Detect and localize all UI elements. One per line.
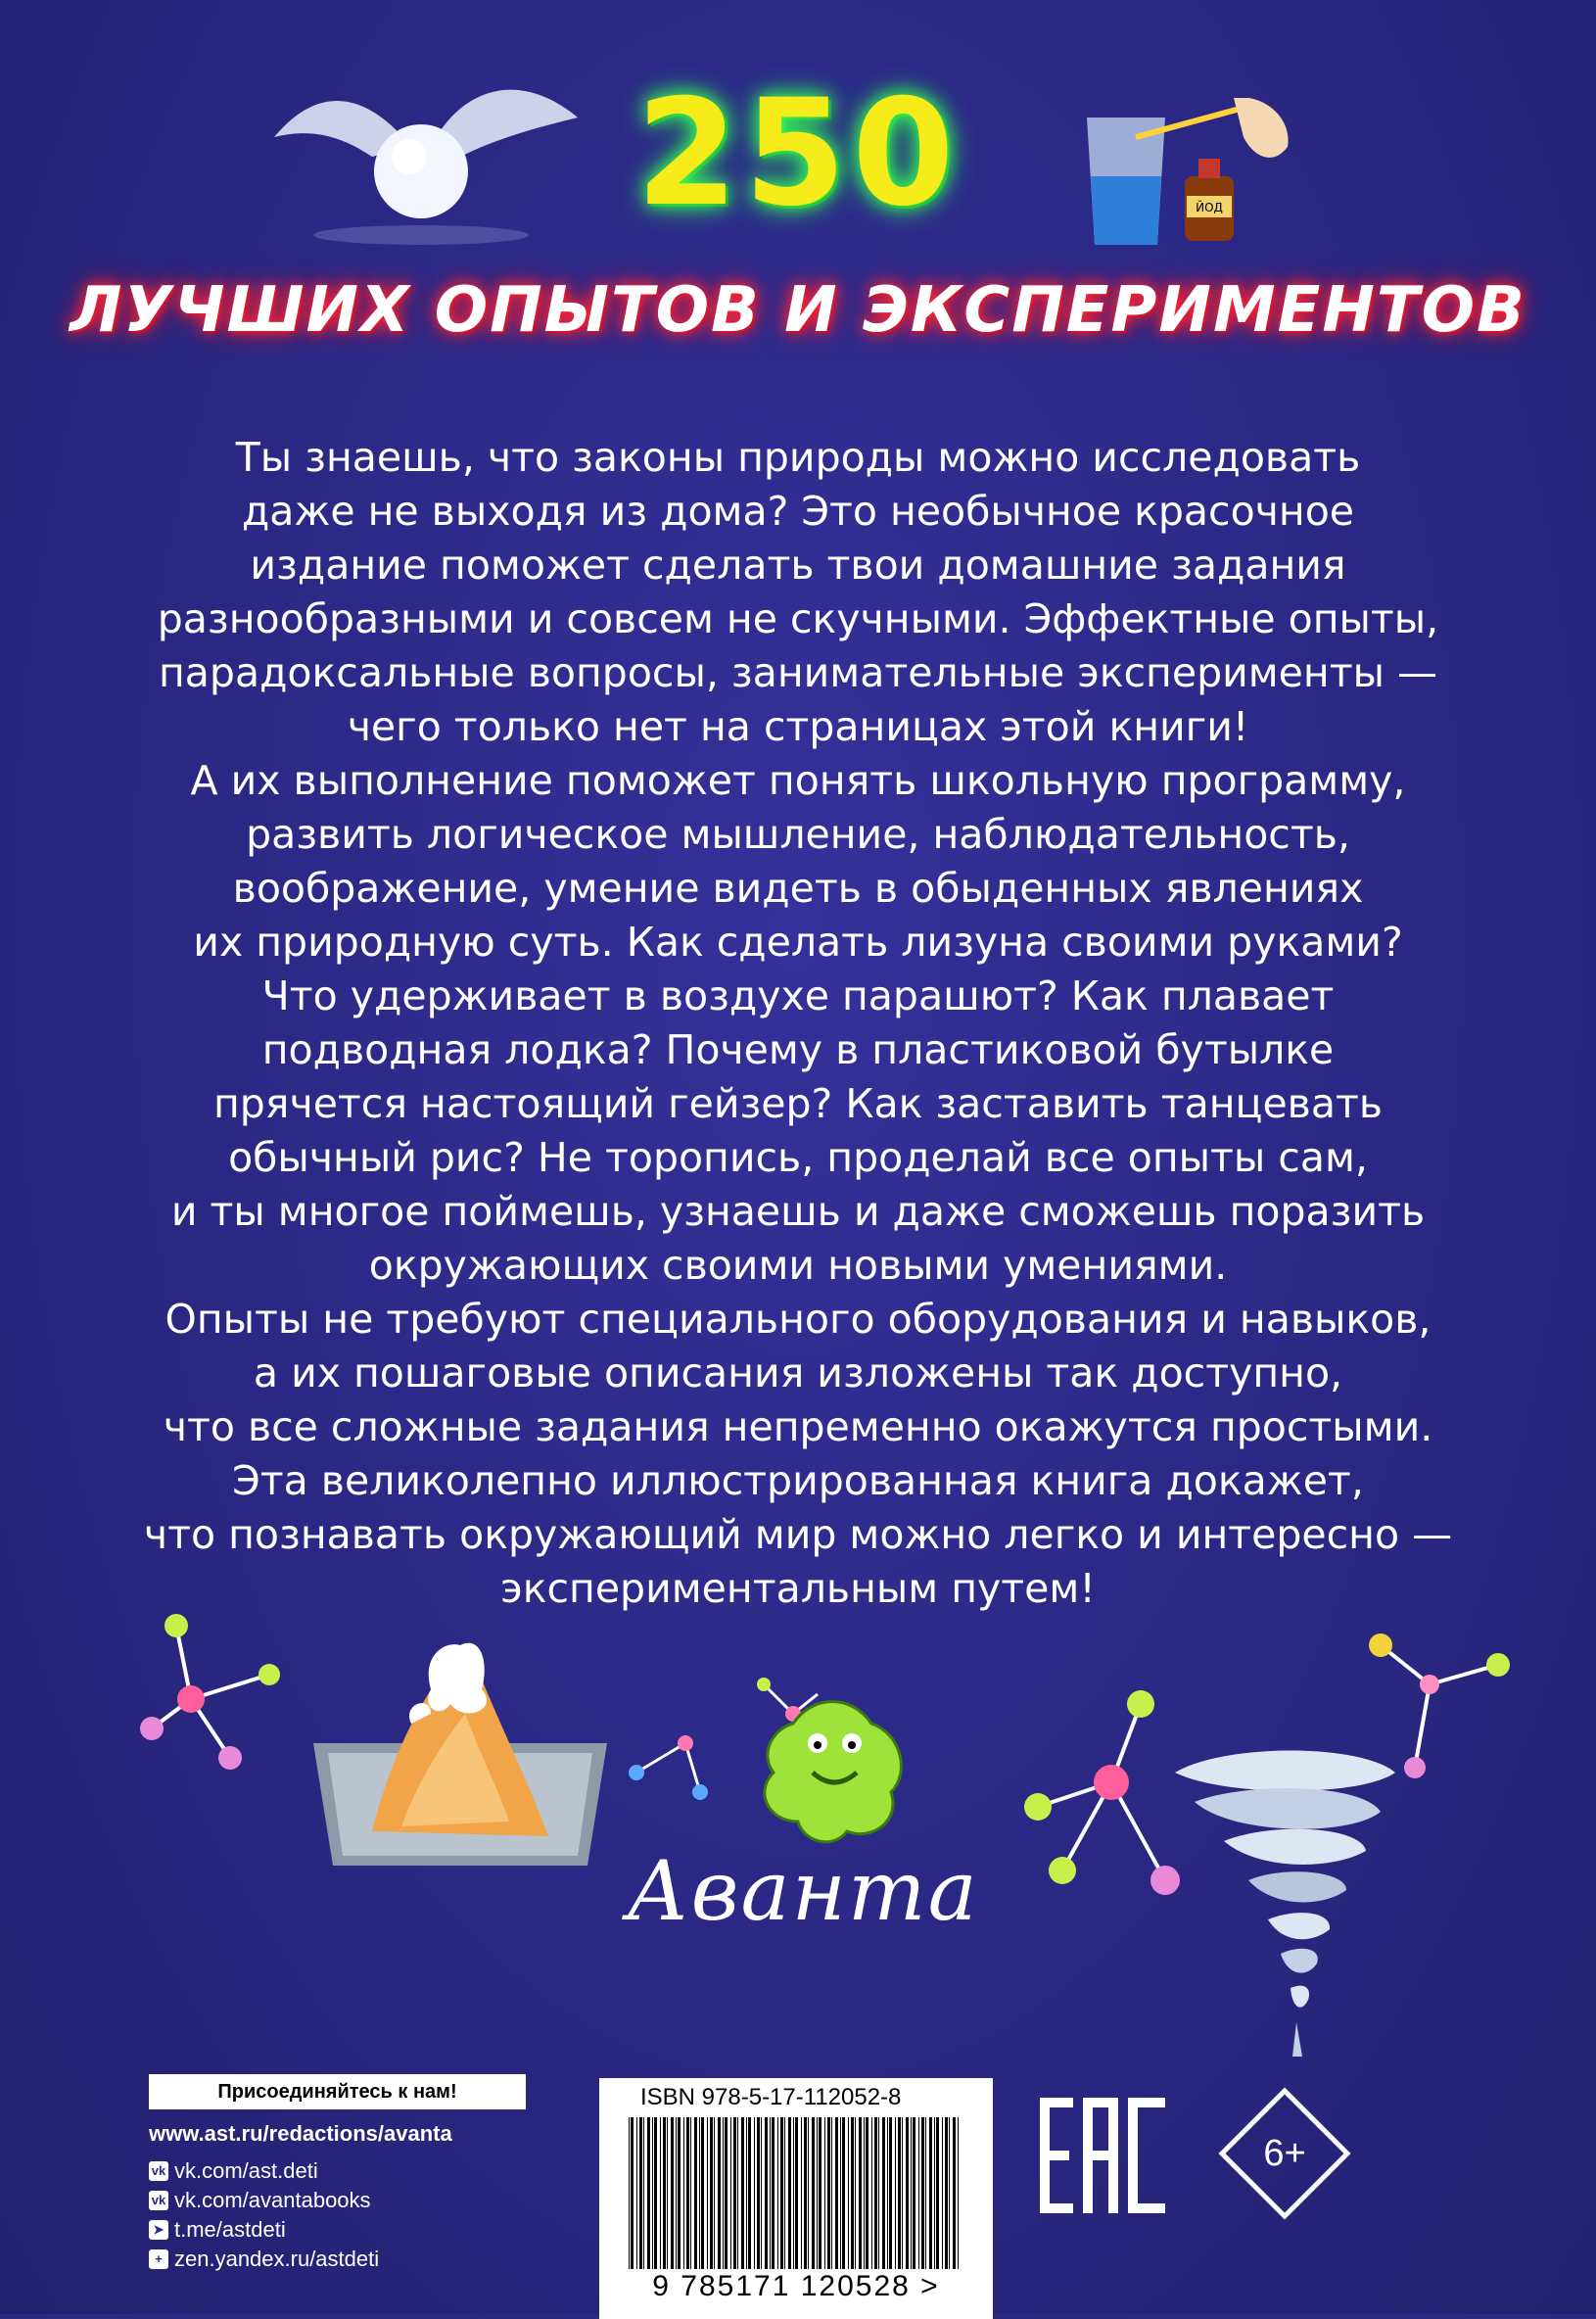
barcode-bar bbox=[842, 2117, 845, 2269]
barcode-bar bbox=[654, 2117, 657, 2269]
barcode-bar bbox=[770, 2117, 771, 2269]
barcode-bar bbox=[887, 2117, 888, 2269]
barcode-bar bbox=[784, 2117, 785, 2269]
barcode-bar bbox=[772, 2117, 775, 2269]
barcode-bar bbox=[683, 2117, 684, 2269]
barcode-bar bbox=[701, 2117, 704, 2269]
barcode-bar bbox=[911, 2117, 912, 2269]
barcode-bar bbox=[694, 2117, 697, 2269]
description-line: воображение, умение видеть в обыденных явлениях bbox=[232, 865, 1364, 912]
barcode-bar bbox=[788, 2117, 791, 2269]
age-rating-text: 6+ bbox=[1263, 2133, 1306, 2174]
barcode-bar bbox=[629, 2117, 630, 2269]
barcode-bar bbox=[864, 2117, 865, 2269]
description-line: Ты знаешь, что законы природы можно исследовать bbox=[235, 434, 1361, 481]
barcode-bar bbox=[757, 2117, 760, 2269]
barcode-bar bbox=[929, 2117, 932, 2269]
barcode-bar bbox=[754, 2117, 755, 2269]
barcode-bar bbox=[660, 2117, 661, 2269]
description-line: а их пошаговые описания изложены так доступно, bbox=[253, 1349, 1343, 1396]
social-link-row[interactable] bbox=[149, 2186, 531, 2215]
zen-icon: + bbox=[149, 2249, 168, 2269]
barcode-bar bbox=[889, 2117, 892, 2269]
barcode-bar bbox=[761, 2117, 762, 2269]
description-line: издание поможет сделать твои домашние задания bbox=[250, 542, 1346, 589]
description-line: прячется настоящий гейзер? Как заставить танцевать bbox=[212, 1080, 1384, 1127]
isbn-label: ISBN 978-5-17-112052-8 bbox=[640, 2084, 902, 2110]
social-link-text: t.me/astdeti bbox=[174, 2217, 286, 2242]
barcode-bar bbox=[636, 2117, 637, 2269]
barcode-bar bbox=[898, 2117, 901, 2269]
barcode-bar bbox=[652, 2117, 653, 2269]
barcode-bar bbox=[812, 2117, 815, 2269]
publisher-logo: Аванта bbox=[627, 1843, 979, 1939]
description-line: чего только нет на страницах этой книги! bbox=[347, 703, 1249, 750]
barcode-bar bbox=[795, 2117, 798, 2269]
description-line: что все сложные задания непременно окажутся простыми. bbox=[163, 1403, 1433, 1450]
barcode-bar bbox=[871, 2117, 872, 2269]
barcode-bar bbox=[819, 2117, 821, 2269]
barcode-bar bbox=[902, 2117, 903, 2269]
barcode-bar bbox=[741, 2117, 744, 2269]
barcode-bar bbox=[714, 2117, 715, 2269]
description-line: обычный рис? Не торопись, проделай все опыты сам, bbox=[228, 1134, 1368, 1181]
vk-icon: vk bbox=[149, 2191, 168, 2210]
barcode-bar bbox=[725, 2117, 728, 2269]
vk-icon: vk bbox=[149, 2161, 168, 2181]
barcode-bar bbox=[647, 2117, 650, 2269]
title-subtitle: ЛУЧШИХ ОПЫТОВ И ЭКСПЕРИМЕНТОВ bbox=[70, 274, 1526, 347]
description-line: Эта великолепно иллюстрированная книга докажет, bbox=[232, 1457, 1364, 1504]
barcode-graphic bbox=[629, 2117, 962, 2269]
barcode-bar bbox=[840, 2117, 841, 2269]
barcode-bar bbox=[643, 2117, 644, 2269]
barcode-bar bbox=[723, 2117, 724, 2269]
social-link-row[interactable] bbox=[149, 2215, 531, 2245]
description-line: даже не выходя из дома? Это необычное красочное bbox=[241, 488, 1355, 535]
description-line: развить логическое мышление, наблюдательность, bbox=[246, 811, 1350, 858]
iodine-label: ЙОД bbox=[1196, 201, 1223, 214]
barcode-bar bbox=[707, 2117, 708, 2269]
barcode-bar bbox=[663, 2117, 666, 2269]
barcode-bar bbox=[831, 2117, 832, 2269]
barcode-bar bbox=[690, 2117, 691, 2269]
barcode-bar bbox=[733, 2117, 736, 2269]
barcode-bar bbox=[676, 2117, 677, 2269]
barcode-bar bbox=[777, 2117, 778, 2269]
barcode-bar bbox=[631, 2117, 634, 2269]
barcode-bar bbox=[746, 2117, 747, 2269]
description-line: Опыты не требуют специального оборудования и навыков, bbox=[164, 1296, 1432, 1343]
barcode-bar bbox=[835, 2117, 838, 2269]
barcode-bar bbox=[678, 2117, 681, 2269]
barcode-bar bbox=[942, 2117, 943, 2269]
barcode-bar bbox=[730, 2117, 731, 2269]
slime-monster-illustration bbox=[754, 1694, 911, 1851]
social-link-row[interactable] bbox=[149, 2156, 531, 2186]
barcode-bar bbox=[737, 2117, 738, 2269]
isbn-barcode-box bbox=[599, 2078, 993, 2319]
barcode-bar bbox=[936, 2117, 939, 2269]
barcode-bar bbox=[793, 2117, 794, 2269]
social-links-block bbox=[149, 2074, 531, 2274]
barcode-bar bbox=[918, 2117, 919, 2269]
barcode-bar bbox=[817, 2117, 818, 2269]
description-line: Что удерживает в воздухе парашют? Как плавает bbox=[261, 972, 1335, 1019]
telegram-icon: ➤ bbox=[149, 2220, 168, 2240]
barcode-bar bbox=[945, 2117, 948, 2269]
volcano-illustration bbox=[294, 1635, 627, 1890]
barcode-bar bbox=[906, 2117, 909, 2269]
barcode-bar bbox=[882, 2117, 885, 2269]
eac-certification-mark bbox=[1040, 2098, 1167, 2213]
description-line: и ты многое поймешь, узнаешь и даже сможешь поразить bbox=[170, 1188, 1426, 1235]
barcode-bar bbox=[780, 2117, 783, 2269]
barcode-bar bbox=[718, 2117, 721, 2269]
barcode-bar bbox=[934, 2117, 935, 2269]
tornado-illustration bbox=[1165, 1743, 1400, 2066]
description-line: экспериментальным путем! bbox=[500, 1565, 1096, 1612]
title-number: 250 bbox=[635, 69, 961, 239]
barcode-bar bbox=[913, 2117, 915, 2269]
description-line: подводная лодка? Почему в пластиковой бутылке bbox=[261, 1026, 1335, 1073]
join-us-label: Присоединяйтесь к нам! bbox=[149, 2074, 526, 2109]
barcode-bar bbox=[851, 2117, 854, 2269]
social-link-text: vk.com/ast.deti bbox=[174, 2158, 318, 2183]
barcode-bar bbox=[878, 2117, 879, 2269]
description-line: что познавать окружающий мир можно легко и интересно — bbox=[143, 1511, 1453, 1558]
barcode-bar bbox=[808, 2117, 809, 2269]
description-text bbox=[88, 431, 1508, 1616]
barcode-bar bbox=[748, 2117, 751, 2269]
barcode-bar bbox=[804, 2117, 807, 2269]
website-link[interactable]: www.ast.ru/redactions/avanta bbox=[149, 2121, 452, 2146]
description-line: их природную суть. Как сделать лизуна своими руками? bbox=[193, 919, 1403, 966]
barcode-bar bbox=[859, 2117, 862, 2269]
barcode-bar bbox=[925, 2117, 926, 2269]
barcode-bar bbox=[765, 2117, 768, 2269]
social-link-text: zen.yandex.ru/astdeti bbox=[174, 2247, 380, 2271]
molecule-left-illustration bbox=[137, 1606, 304, 1773]
barcode-bar bbox=[958, 2117, 959, 2269]
description-line: А их выполнение поможет понять школьную программу, bbox=[190, 757, 1406, 804]
barcode-bar bbox=[824, 2117, 825, 2269]
barcode-bar bbox=[801, 2117, 802, 2269]
barcode-bar bbox=[895, 2117, 896, 2269]
social-link-row[interactable] bbox=[149, 2245, 531, 2274]
barcode-bar bbox=[953, 2117, 956, 2269]
description-line: окружающих своими новыми умениями. bbox=[368, 1242, 1228, 1289]
barcode-bar bbox=[949, 2117, 950, 2269]
barcode-bar bbox=[855, 2117, 856, 2269]
barcode-bar bbox=[667, 2117, 668, 2269]
barcode-bar bbox=[686, 2117, 689, 2269]
barcode-bar bbox=[874, 2117, 877, 2269]
barcode-bar bbox=[921, 2117, 924, 2269]
barcode-bar bbox=[710, 2117, 713, 2269]
barcode-bar bbox=[639, 2117, 642, 2269]
barcode-bar bbox=[671, 2117, 674, 2269]
barcode-bar bbox=[827, 2117, 830, 2269]
barcode-digits: 9 785171 120528 > bbox=[652, 2270, 940, 2302]
description-line: разнообразными и совсем не скучными. Эффектные опыты, bbox=[157, 595, 1439, 642]
barcode-bar bbox=[699, 2117, 700, 2269]
social-link-text: vk.com/avantabooks bbox=[174, 2188, 371, 2212]
barcode-bar bbox=[866, 2117, 868, 2269]
description-line: парадоксальные вопросы, занимательные эксперименты — bbox=[159, 649, 1437, 696]
barcode-bar bbox=[848, 2117, 849, 2269]
